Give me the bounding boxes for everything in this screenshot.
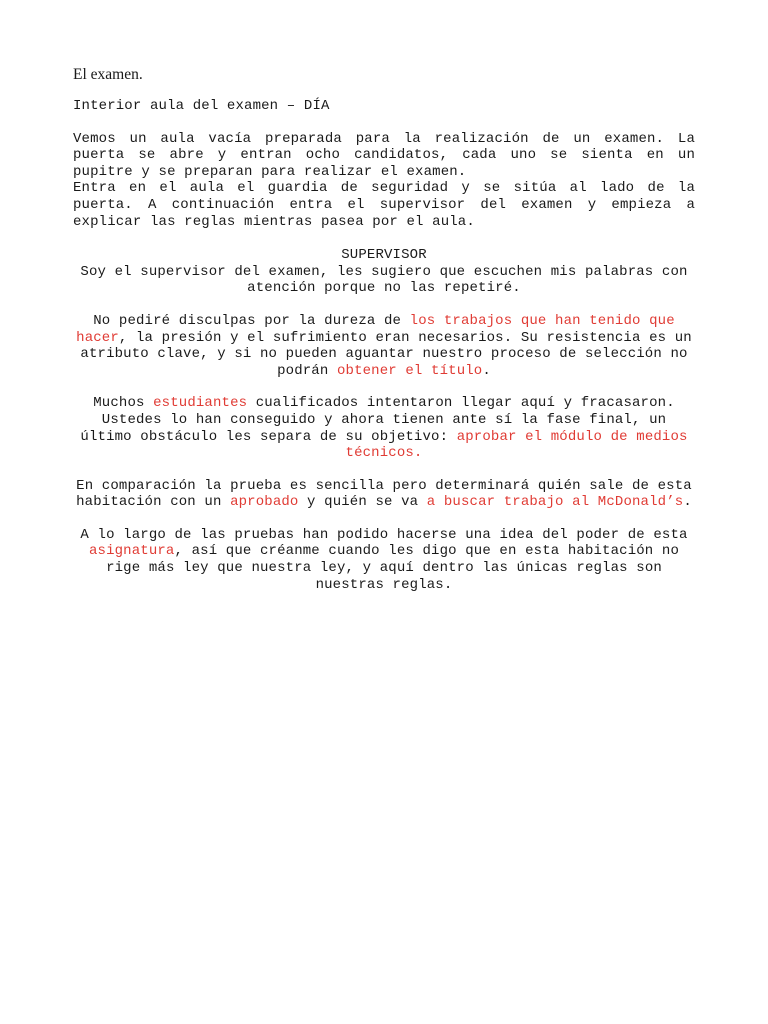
dialogue-paragraph [73,395,695,461]
dialogue-text: , así que créanme cuando les digo que en esta habitación no rige más ley que nuestra ley, y aquí dentro las únicas reglas son nuestras reglas. [106,543,680,593]
highlighted-phrase: asignatura [88,543,175,560]
dialogue-text: Muchos [93,395,154,412]
scene-heading: Interior aula del examen – DÍA [73,98,330,114]
dialogue-paragraph [73,264,695,297]
script-page [73,66,695,593]
highlighted-phrase: obtener el título [336,362,483,379]
highlighted-phrase: estudiantes [153,395,248,412]
character-name: SUPERVISOR [341,247,427,264]
dialogue-text: En comparación la prueba es sencilla pero determinará quién sale de esta habitación con un [76,477,692,511]
dialogue-text: . [683,494,692,511]
dialogue-text: A lo largo de las pruebas han podido hacerse una idea del poder de esta [80,526,688,543]
highlighted-phrase: a buscar trabajo al McDonald’s [426,494,684,511]
dialogue-text: y quién se va [298,494,427,511]
dialogue-text: . [482,362,491,379]
dialogue-paragraph [73,478,695,511]
highlighted-phrase: aprobar el módulo de medios técnicos. [345,428,688,462]
dialogue-paragraph [73,527,695,593]
action-paragraph: Entra en el aula el guardia de seguridad y se sitúa al lado de la puerta. A continuación entra el supervisor del examen y empieza a explicar las reglas mientras pasea por el aula. [73,180,695,230]
highlighted-phrase: aprobado [230,494,299,511]
document-title: El examen. [73,66,143,83]
dialogue-text: , la presión y el sufrimiento eran necesarios. Su resistencia es un atributo clave, y si no pueden aguantar nuestro proceso de selección no podrán [80,329,692,379]
action-paragraph: Vemos un aula vacía preparada para la realización de un examen. La puerta se abre y entran ocho candidatos, cada uno se sienta en un pupitre y se preparan para realizar el examen. [73,130,695,180]
dialogue-paragraph [73,313,695,379]
dialogue-text: cualificados intentaron llegar aquí y fracasaron. Ustedes lo han conseguido y ahora tienen ante sí la fase final, un último obstáculo les separa de su objetivo: [80,395,675,445]
highlighted-phrase: los trabajos que han tenido que hacer [76,312,675,346]
dialogue-block [73,264,695,594]
dialogue-text: Soy el supervisor del examen, les sugiero que escuchen mis palabras con atención porque no las repetiré. [80,263,688,297]
dialogue-text: No pediré disculpas por la dureza de [93,312,410,329]
